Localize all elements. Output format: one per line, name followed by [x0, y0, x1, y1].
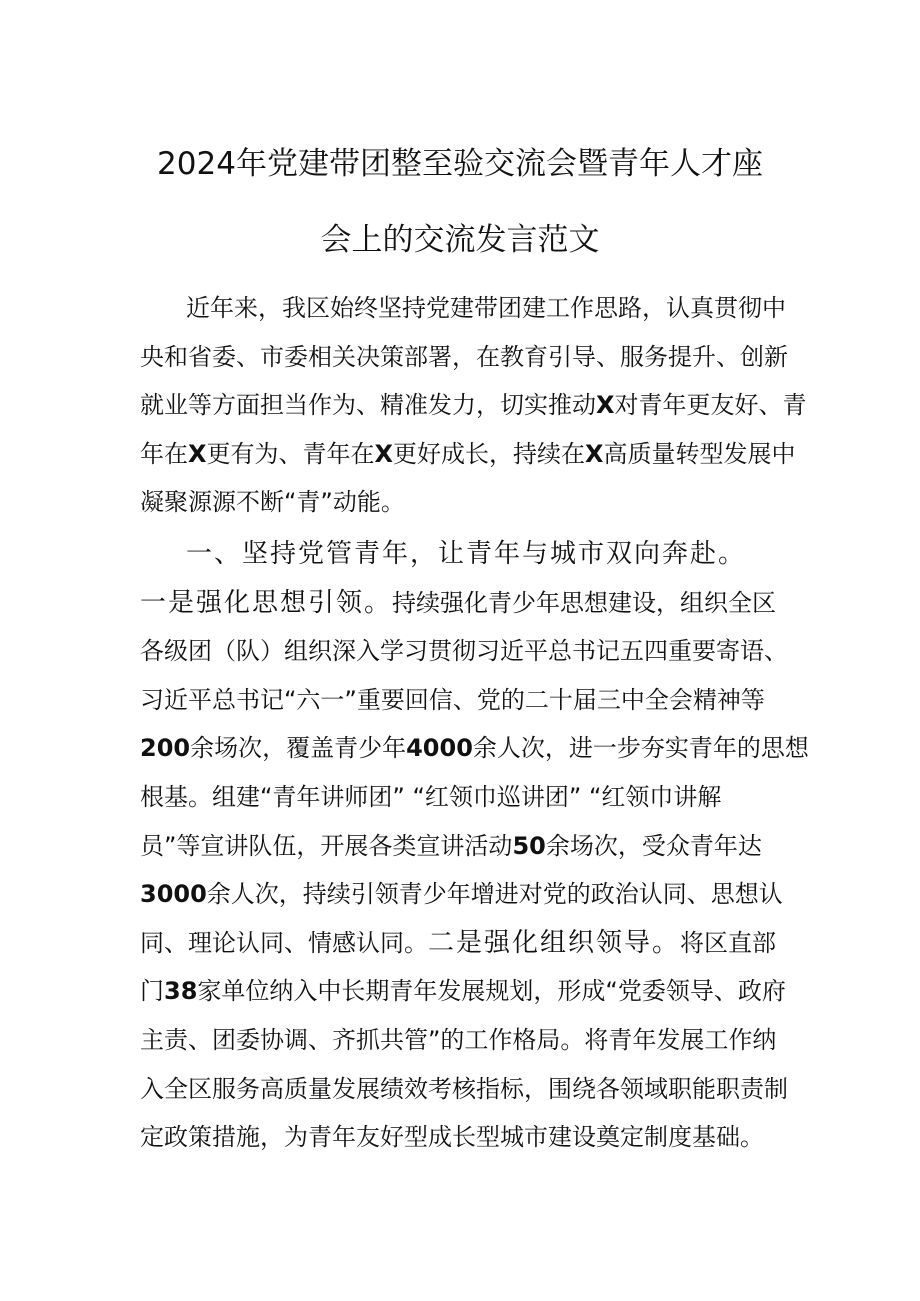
sub-heading: 一是强化思想引领。 [140, 587, 393, 618]
text-run: 余人次，持续引领青少年增进对党的政治认同、思想认 [206, 880, 783, 909]
text-run: 对青年更友好、青 [614, 391, 807, 420]
text-run: 同、理论认同、情感认同。 [140, 928, 428, 957]
text-run: 将区直部 [680, 928, 777, 957]
text-run: 余场次，受众青年达 [545, 831, 762, 860]
bold-text: X [188, 439, 207, 468]
paragraph-line [140, 1065, 800, 1114]
bold-number: 4000 [406, 734, 473, 763]
bold-text: X [374, 439, 394, 468]
paragraph-line [140, 381, 807, 430]
paragraph-line [140, 1113, 800, 1162]
text-run: 余场次，覆盖青少年 [190, 734, 407, 763]
text-run: 更有为、青年在 [206, 439, 375, 468]
paragraph-line [140, 967, 800, 1016]
text-run: 余人次，进一步夯实青年的思想 [472, 734, 809, 763]
paragraph-line [140, 724, 809, 773]
paragraph-line [140, 773, 800, 822]
document-title-line-2: 会上的交流发言范文 [320, 222, 600, 258]
text-run: 习近平总书记“六一”重要回信、党的二十届三中全会精神等 [140, 685, 765, 714]
paragraph-line [140, 870, 800, 919]
section-1 [140, 530, 809, 1162]
bold-number: 200 [140, 734, 191, 763]
text-run: 员”等宣讲队伍，开展各类宣讲活动 [140, 831, 513, 860]
paragraph-line [140, 919, 800, 968]
text-run: 央和省委、市委相关决策部署，在教育引导、服务提升、创新 [140, 342, 788, 371]
text-run: 家单位纳入中长期青年发展规划，形成“党委领导、政府 [197, 977, 786, 1006]
bold-number: 38 [164, 977, 198, 1006]
text-run: 近年来，我区始终坚持党建带团建工作思路，认真贯彻中 [186, 294, 786, 322]
text-run: 持续强化青少年思想建设，组织全区 [392, 588, 777, 617]
section-heading-line [140, 530, 800, 579]
paragraph-line [140, 1016, 800, 1065]
bold-number: 3000 [140, 880, 207, 909]
text-run: 凝聚源源不断“青”动能。 [140, 488, 405, 517]
paragraph-line [140, 478, 800, 527]
text-run: 年在 [140, 439, 188, 468]
text-run: 就业等方面担当作为、精准发力，切实推动 [140, 391, 596, 420]
text-run: 根基。组建“青年讲师团” “红领巾巡讲团” “红领巾讲解 [140, 782, 722, 811]
text-run: 门 [140, 977, 164, 1006]
paragraph-line [140, 676, 800, 725]
paragraph-line [140, 627, 800, 676]
bold-text: X [596, 391, 615, 420]
text-run: 各级团（队）组织深入学习贯彻习近平总书记五四重要寄语、 [140, 637, 788, 666]
text-run: 更好成长，持续在 [393, 439, 586, 468]
intro-paragraph [140, 284, 807, 527]
bold-number: 50 [512, 831, 546, 860]
section-heading: 一、坚持党管青年，让青年与城市双向奔赴。 [186, 539, 747, 569]
paragraph-line [140, 822, 800, 871]
sub-heading: 二是强化组织领导。 [428, 927, 681, 958]
text-run: 高质量转型发展中 [603, 439, 796, 468]
text-run: 定政策措施，为青年友好型成长型城市建设奠定制度基础。 [140, 1123, 764, 1152]
document-title-line-1: 2024年党建带团整至验交流会暨青年人才座 [157, 146, 763, 182]
paragraph-line [140, 333, 800, 382]
text-run: 入全区服务高质量发展绩效考核指标，围绕各领域职能职责制 [140, 1074, 788, 1103]
bold-text: X [585, 439, 604, 468]
paragraph-line [140, 284, 800, 333]
text-run: 主责、团委协调、齐抓共管”的工作格局。将青年发展工作纳 [140, 1025, 777, 1054]
paragraph-line [140, 579, 800, 628]
paragraph-line [140, 430, 800, 479]
